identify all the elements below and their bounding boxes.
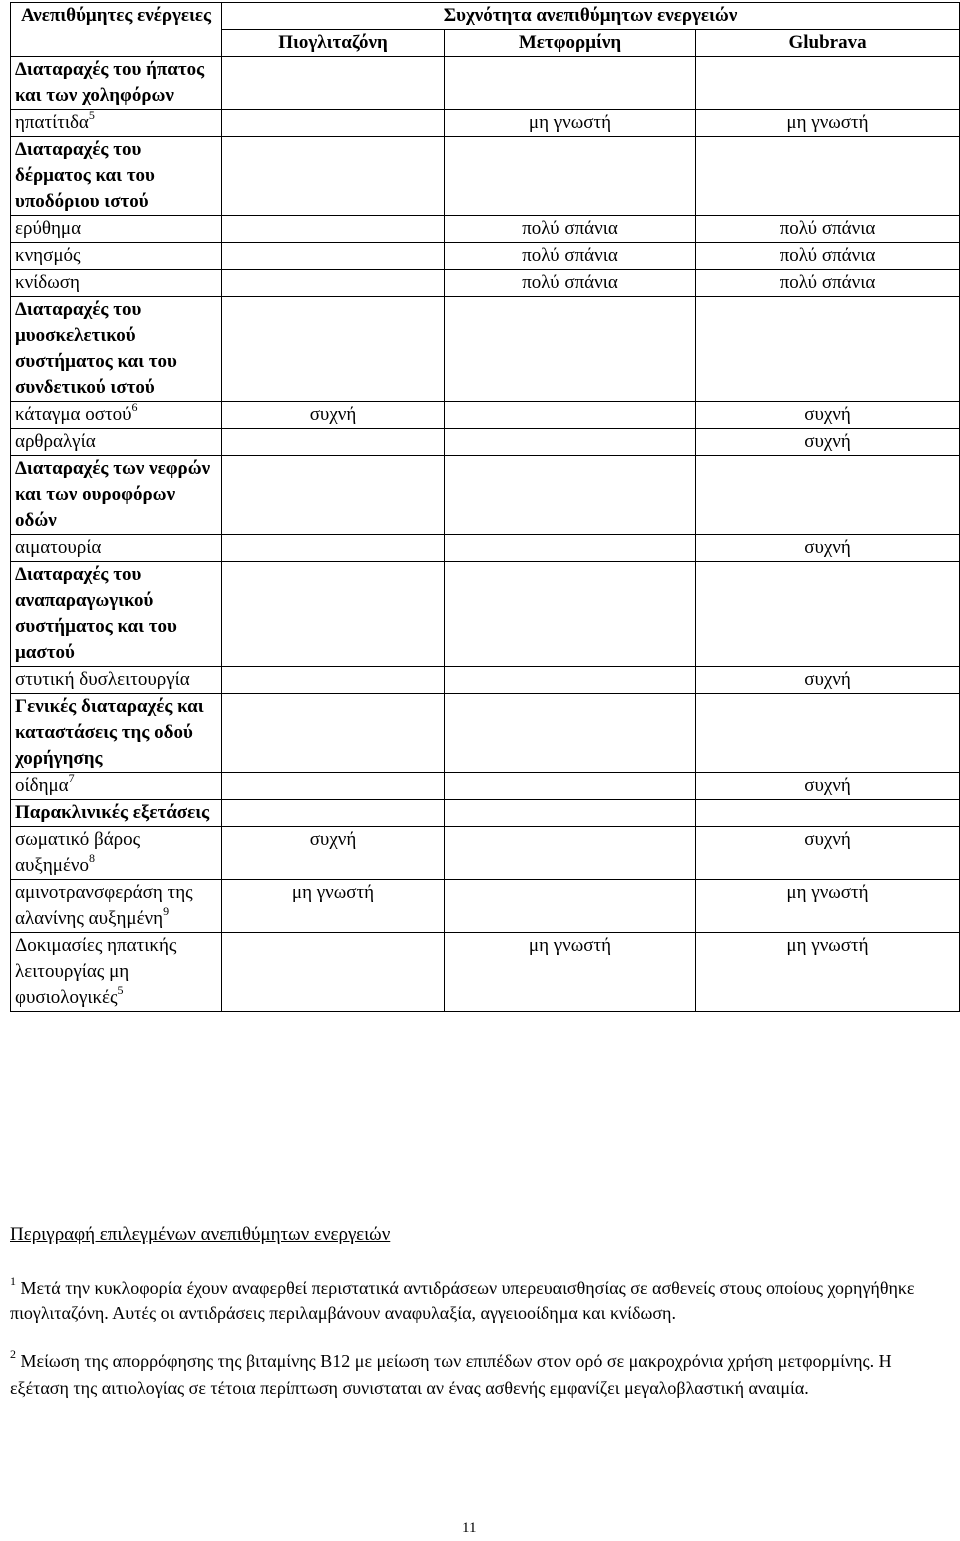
table-header-row [11, 3, 960, 30]
frequency-cell [445, 562, 696, 667]
footnote-text: Μείωση της απορρόφησης της βιταμίνης B12 με μείωση των επιπέδων στον ορό σε μακροχρόνια χρήση μετφορμίνης. Η εξέταση της αιτιολογίας σε τέτοια περίπτωση συνισταται αν ένας ασθενής εμφανίζει μεγαλοβλαστική αναιμία. [10, 1351, 892, 1398]
frequency-cell [222, 800, 445, 827]
footnote-ref: 6 [131, 399, 138, 414]
header-metformin: Μετφορμίνη [445, 30, 696, 57]
footnote-ref: 9 [163, 903, 170, 918]
adverse-reactions-table [10, 2, 960, 1012]
frequency-cell [222, 110, 445, 137]
table-row [11, 110, 960, 137]
table-row [11, 667, 960, 694]
frequency-cell [696, 456, 960, 535]
table-row [11, 933, 960, 1012]
frequency-cell [222, 667, 445, 694]
row-label-text: Γενικές διαταραχές και καταστάσεις της οδού χορήγησης [15, 696, 204, 769]
frequency-cell [445, 800, 696, 827]
footnote-ref: 5 [117, 982, 124, 997]
frequency-cell: συχνή [696, 827, 960, 880]
frequency-cell [222, 694, 445, 773]
frequency-cell [222, 137, 445, 216]
reaction-label [11, 429, 222, 456]
frequency-cell [222, 933, 445, 1012]
frequency-cell: πολύ σπάνια [696, 216, 960, 243]
section-label [11, 57, 222, 110]
section-label [11, 456, 222, 535]
row-label-text: αμινοτρανσφεράση της αλανίνης αυξημένη [15, 882, 193, 929]
footnote-ref: 8 [89, 850, 96, 865]
table-section-row [11, 694, 960, 773]
row-label-text: στυτική δυσλειτουργία [15, 669, 190, 690]
reaction-label [11, 399, 222, 429]
frequency-cell: συχνή [222, 827, 445, 880]
reaction-label [11, 270, 222, 297]
section-label [11, 694, 222, 773]
frequency-cell [222, 562, 445, 667]
frequency-cell [222, 429, 445, 456]
frequency-cell: συχνή [696, 429, 960, 456]
table-row [11, 773, 960, 800]
frequency-cell: μη γνωστή [696, 110, 960, 137]
frequency-cell [696, 57, 960, 110]
frequency-cell [696, 562, 960, 667]
table-row [11, 535, 960, 562]
frequency-cell [222, 57, 445, 110]
footnote-ref: 7 [68, 770, 75, 785]
frequency-cell: μη γνωστή [445, 933, 696, 1012]
row-label-text: Διαταραχές του δέρματος και του υποδόριου ιστού [15, 139, 155, 212]
footnote-number: 1 [10, 1274, 16, 1288]
table-section-row [11, 137, 960, 216]
document-page [10, 0, 959, 1536]
reaction-label [11, 827, 222, 880]
table-section-row [11, 57, 960, 110]
frequency-cell [445, 773, 696, 800]
frequency-cell: μη γνωστή [445, 110, 696, 137]
frequency-cell [445, 694, 696, 773]
reaction-label [11, 243, 222, 270]
row-label-text: Διαταραχές του ήπατος και των χοληφόρων [15, 59, 205, 106]
frequency-cell: συχνή [696, 667, 960, 694]
frequency-cell [222, 297, 445, 402]
frequency-cell: συχνή [696, 402, 960, 429]
reaction-label [11, 770, 222, 800]
frequency-cell [222, 773, 445, 800]
header-glubrava: Glubrava [696, 30, 960, 57]
table-row [11, 270, 960, 297]
section-label [11, 137, 222, 216]
frequency-cell [696, 137, 960, 216]
footnote-1 [10, 1276, 950, 1326]
table-row [11, 402, 960, 429]
row-label-text: ηπατίτιδα [15, 112, 89, 133]
table-row [11, 827, 960, 880]
frequency-cell [696, 800, 960, 827]
frequency-cell: πολύ σπάνια [696, 270, 960, 297]
table-row [11, 216, 960, 243]
table-row [11, 243, 960, 270]
frequency-cell: μη γνωστή [222, 880, 445, 933]
section-label [11, 297, 222, 402]
row-label-text: κνίδωση [15, 272, 80, 293]
header-frequency: Συχνότητα ανεπιθύμητων ενεργειών [222, 3, 960, 30]
row-label-text: Διαταραχές των νεφρών και των ουροφόρων οδών [15, 458, 211, 531]
row-label-text: Παρακλινικές εξετάσεις [15, 802, 210, 823]
reaction-label [11, 667, 222, 694]
frequency-cell [696, 694, 960, 773]
footnote-ref: 5 [88, 107, 95, 122]
row-label-text: αρθραλγία [15, 431, 96, 452]
frequency-cell: πολύ σπάνια [696, 243, 960, 270]
frequency-cell: πολύ σπάνια [445, 216, 696, 243]
row-label-text: ερύθημα [15, 218, 82, 239]
frequency-cell: πολύ σπάνια [445, 270, 696, 297]
frequency-cell [445, 880, 696, 933]
frequency-cell: πολύ σπάνια [445, 243, 696, 270]
frequency-cell: μη γνωστή [696, 933, 960, 1012]
row-label-text: κνησμός [15, 245, 81, 266]
frequency-cell: μη γνωστή [696, 880, 960, 933]
description-title: Περιγραφή επιλεγμένων ανεπιθύμητων ενεργειών [10, 1224, 391, 1245]
reaction-label [11, 107, 222, 137]
row-label-text: Διαταραχές του αναπαραγωγικού συστήματος και του μαστού [15, 564, 177, 663]
frequency-cell [222, 243, 445, 270]
frequency-cell [445, 57, 696, 110]
reaction-label [11, 880, 222, 933]
frequency-cell: συχνή [222, 402, 445, 429]
reaction-label [11, 216, 222, 243]
table-section-row [11, 800, 960, 827]
footnote-text: Μετά την κυκλοφορία έχουν αναφερθεί περιστατικά αντιδράσεων υπερευαισθησίας σε ασθενείς στους οποίους χορηγήθηκε πιογλιταζόνη. Αυτές οι αντιδράσεις περιλαμβάνουν αναφυλαξία, αγγειοοίδημα και κνίδωση. [10, 1278, 915, 1323]
footnote-number: 2 [10, 1347, 16, 1361]
table-row [11, 880, 960, 933]
row-label-text: οίδημα [15, 775, 69, 796]
row-label-text: κάταγμα οστού [15, 404, 132, 425]
row-label-text: Διαταραχές του μυοσκελετικού συστήματος και του συνδετικού ιστού [15, 299, 177, 398]
table-section-row [11, 297, 960, 402]
header-adverse-reactions: Ανεπιθύμητες ενέργειες [11, 3, 222, 57]
frequency-cell [445, 456, 696, 535]
section-label [11, 800, 222, 827]
frequency-cell [445, 535, 696, 562]
frequency-cell [222, 270, 445, 297]
frequency-cell [696, 297, 960, 402]
frequency-cell [222, 456, 445, 535]
table-section-row [11, 456, 960, 535]
page-number: 11 [462, 1520, 477, 1536]
frequency-cell [222, 535, 445, 562]
section-label [11, 562, 222, 667]
footnote-2 [10, 1348, 950, 1402]
frequency-cell [445, 402, 696, 429]
row-label-text: Δοκιμασίες ηπατικής λειτουργίας μη φυσιολογικές [15, 935, 177, 1008]
table-section-row [11, 562, 960, 667]
table-row [11, 429, 960, 456]
frequency-cell [445, 297, 696, 402]
reaction-label [11, 535, 222, 562]
reaction-label [11, 933, 222, 1012]
frequency-cell [445, 827, 696, 880]
frequency-cell [222, 216, 445, 243]
frequency-cell [445, 429, 696, 456]
row-label-text: αιματουρία [15, 537, 102, 558]
frequency-cell: συχνή [696, 535, 960, 562]
frequency-cell [445, 667, 696, 694]
row-label-text: σωματικό βάρος αυξημένο [15, 829, 141, 876]
frequency-cell [445, 137, 696, 216]
frequency-cell: συχνή [696, 773, 960, 800]
header-pioglitazone: Πιογλιταζόνη [222, 30, 445, 57]
